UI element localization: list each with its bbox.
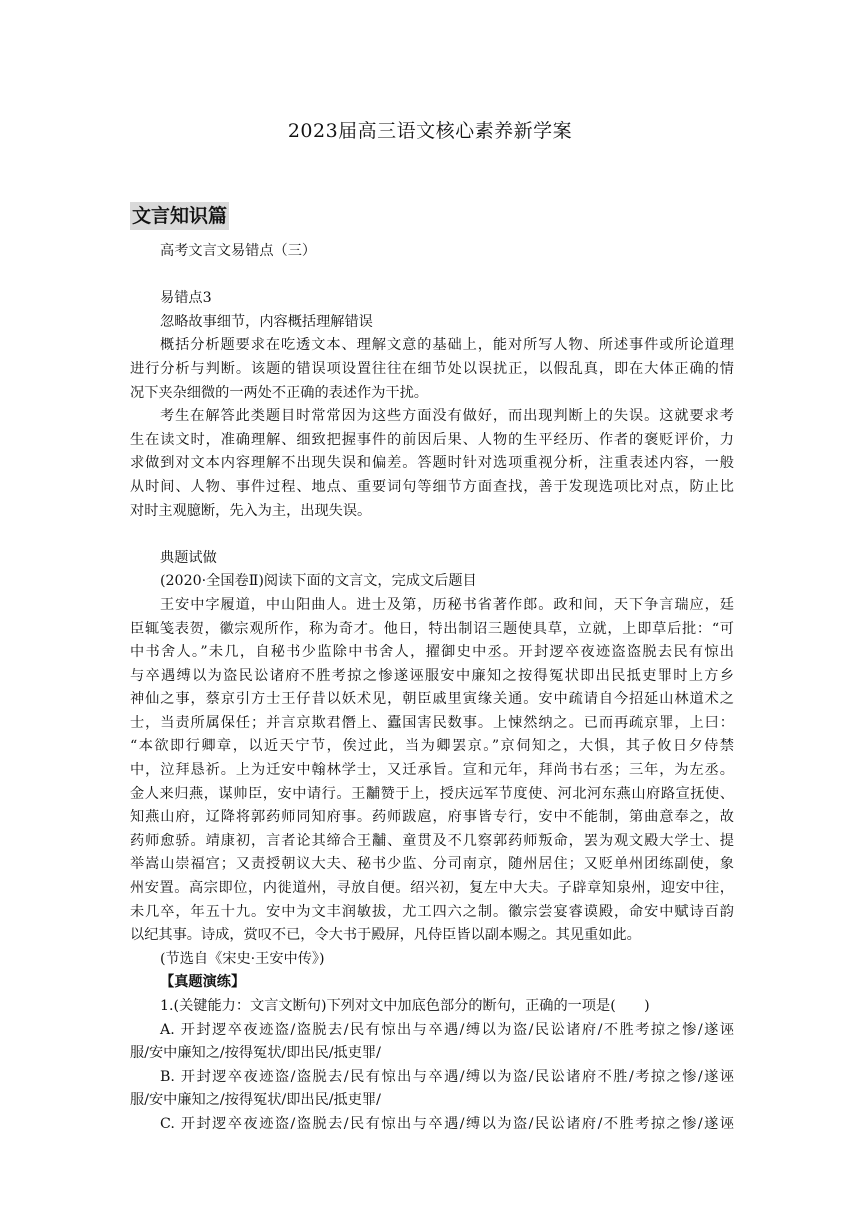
passage-line: 州安置。高宗即位，内徙道州，寻放自便。绍兴初，复左中大夫。子辟章知泉州，迎安中往， bbox=[130, 880, 734, 897]
passage-line: 臣辄笺表贺，徽宗观所作，称为奇才。他日，特出制诏三题使具草，立就，上即草后批：“可 bbox=[130, 620, 734, 637]
section-heading: 文言知识篇 bbox=[130, 202, 229, 230]
document-title: 2023届高三语文核心素养新学案 bbox=[287, 120, 573, 142]
passage-line: 知燕山府，辽降将郭药师同知府事。药师跋扈，府事皆专行，安中不能制，第曲意奉之，故 bbox=[130, 809, 734, 826]
para1-line: 概括分析题要求在吃透文本、理解文意的基础上，能对所写人物、所述事件或所论道理 bbox=[160, 337, 734, 354]
passage-line: 中，泣拜恳祈。上为迁安中翰林学士，又迁承旨。宣和元年，拜尚书右丞；三年，为左丞。 bbox=[130, 762, 734, 779]
para2-line: 对时主观臆断，先入为主，出现失误。 bbox=[130, 502, 372, 519]
option-a-cont: 服/安中廉知之/按得冤状/即出民/抵吏罪/ bbox=[130, 1045, 381, 1062]
option-c: C. 开封逻卒夜迹盗/盗脱去/民有惊出与卒遇/缚以为盗/民讼诸府/不胜考掠之惨/遂诬 bbox=[160, 1115, 734, 1132]
para1-line: 况下夹杂细微的一两处不正确的表述作为干扰。 bbox=[130, 384, 428, 401]
option-b-cont: 服/安中廉知之/按得冤状/即出民/抵吏罪/ bbox=[130, 1092, 381, 1109]
example-label: 典题试做 bbox=[160, 549, 217, 566]
point-label: 易错点3 bbox=[160, 290, 212, 307]
passage-source: (节选自《宋史·王安中传》) bbox=[160, 950, 325, 967]
para2-line: 求做到对文本内容理解不出现失误和偏差。答题时针对选项重视分析，注重表述内容，一般 bbox=[130, 455, 734, 472]
option-a: A. 开封逻卒夜迹盗/盗脱去/民有惊出与卒遇/缚以为盗/民讼诸府/不胜考掠之惨/遂诬 bbox=[160, 1021, 734, 1038]
lesson-subtitle: 高考文言文易错点（三） bbox=[160, 243, 317, 259]
document-body bbox=[130, 240, 734, 1137]
para2-line: 从时间、人物、事件过程、地点、重要词句等细节方面查找，善于发现选项比对点，防止比 bbox=[130, 478, 734, 495]
para2-line: 考生在解答此类题目时常常因为这些方面没有做好，而出现判断上的失误。这就要求考 bbox=[160, 408, 734, 425]
passage-line: 中书舍人。”未几，自秘书少监除中书舍人，擢御史中丞。开封逻卒夜迹盗盗脱去民有惊出 bbox=[130, 644, 734, 661]
passage-line: 以纪其事。诗成，赏叹不已，令大书于殿屏，凡侍臣皆以副本赐之。其见重如此。 bbox=[130, 927, 641, 944]
passage-line: “本欲即行卿章，以近天宁节，俟过此，当为卿罢京。”京伺知之，大惧，其子攸日夕侍禁 bbox=[130, 738, 734, 755]
practice-label: 【真题演练】 bbox=[160, 974, 246, 991]
passage-line: 与卒遇缚以为盗民讼诸府不胜考掠之惨遂诬服安中廉知之按得冤状即出民抵吏罪时上方乡 bbox=[130, 667, 734, 684]
passage-line: 神仙之事，蔡京引方士王仔昔以妖术见，朝臣戚里寅缘关通。安中疏请自今招延山林道术之 bbox=[130, 691, 734, 708]
passage-line: 药师愈骄。靖康初，言者论其缔合王黼、童贯及不几察郭药师叛命，罢为观文殿大学士、提 bbox=[130, 832, 734, 849]
option-b: B. 开封逻卒夜迹盗/盗脱去/民有惊出与卒遇/缚以为盗/民讼诸府不胜/考掠之惨/遂诬 bbox=[160, 1068, 734, 1085]
passage-line: 士，当责所属保任；并言京欺君僭上、蠹国害民数事。上悚然纳之。已而再疏京罪，上曰： bbox=[130, 714, 734, 731]
para2-line: 生在读文时，准确理解、细致把握事件的前因后果、人物的生平经历、作者的褒贬评价，力 bbox=[130, 431, 734, 448]
question-1: 1.(关键能力：文言文断句)下列对文中加底色部分的断句，正确的一项是( ) bbox=[160, 998, 650, 1014]
passage-line: 未几卒，年五十九。安中为文丰润敏拔，尤工四六之制。徽宗尝宴睿谟殿，命安中赋诗百韵 bbox=[130, 903, 734, 920]
passage-line: 金人来归燕，谋帅臣，安中请行。王黼赞于上，授庆远军节度使、河北河东燕山府路宣抚使、 bbox=[130, 785, 734, 802]
passage-line: 王安中字履道，中山阳曲人。进士及第，历秘书省著作郎。政和间，天下争言瑞应，廷 bbox=[160, 596, 734, 613]
passage-line: 举嵩山崇福宫；又责授朝议大夫、秘书少监、分司南京，随州居住；又贬单州团练副使，象 bbox=[130, 856, 734, 873]
para1-line: 进行分析与判断。该题的错误项设置往往在细节处以误扰正，以假乱真，即在大体正确的情 bbox=[130, 360, 734, 377]
question-source: (2020·全国卷Ⅱ)阅读下面的文言文，完成文后题目 bbox=[160, 573, 477, 590]
point-title: 忽略故事细节，内容概括理解错误 bbox=[160, 313, 373, 330]
